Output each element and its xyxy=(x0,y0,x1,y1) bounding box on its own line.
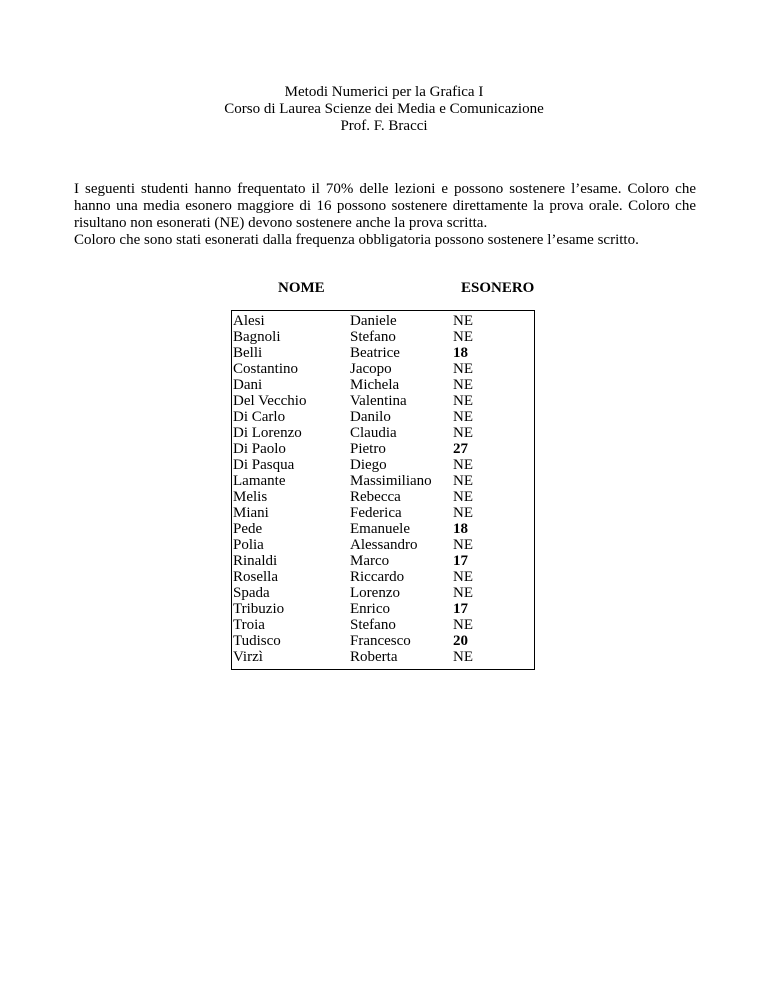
student-last-name: Spada xyxy=(233,585,270,601)
student-first-name: Francesco xyxy=(350,633,411,649)
student-esonero: NE xyxy=(453,569,473,585)
student-esonero: NE xyxy=(453,457,473,473)
student-last-name: Costantino xyxy=(233,361,299,377)
student-last-name: Di Paolo xyxy=(233,441,286,457)
student-last-name: Lamante xyxy=(233,473,286,489)
student-esonero: NE xyxy=(453,329,473,345)
intro-text xyxy=(74,181,696,249)
student-last-name: Tribuzio xyxy=(233,601,285,617)
student-first-name: Riccardo xyxy=(350,569,405,585)
student-esonero: 20 xyxy=(453,633,468,649)
student-first-name: Daniele xyxy=(350,313,397,329)
student-first-name: Diego xyxy=(350,457,387,473)
student-esonero: 17 xyxy=(453,553,468,569)
student-last-name: Bagnoli xyxy=(233,329,281,345)
student-last-name: Rinaldi xyxy=(233,553,278,569)
student-first-name: Claudia xyxy=(350,425,397,441)
student-last-name: Di Lorenzo xyxy=(233,425,302,441)
student-esonero: NE xyxy=(453,505,473,521)
student-first-name: Michela xyxy=(350,377,400,393)
student-esonero: NE xyxy=(453,585,473,601)
student-last-name: Polia xyxy=(233,537,264,553)
student-first-name: Danilo xyxy=(350,409,391,425)
student-esonero: 17 xyxy=(453,601,468,617)
student-esonero: 18 xyxy=(453,521,468,537)
student-last-name: Pede xyxy=(233,521,263,537)
student-first-name: Federica xyxy=(350,505,402,521)
student-first-name: Valentina xyxy=(350,393,407,409)
student-last-name: Belli xyxy=(233,345,263,361)
student-last-name: Di Pasqua xyxy=(233,457,295,473)
student-first-name: Massimiliano xyxy=(350,473,432,489)
student-esonero: 27 xyxy=(453,441,468,457)
student-first-name: Stefano xyxy=(350,329,396,345)
student-last-name: Rosella xyxy=(233,569,278,585)
student-last-name: Miani xyxy=(233,505,269,521)
student-first-name: Rebecca xyxy=(350,489,401,505)
student-first-name: Enrico xyxy=(350,601,390,617)
students-table xyxy=(231,310,535,670)
student-esonero: NE xyxy=(453,361,473,377)
student-last-name: Dani xyxy=(233,377,263,393)
student-esonero: NE xyxy=(453,489,473,505)
student-esonero: NE xyxy=(453,649,473,665)
student-first-name: Emanuele xyxy=(350,521,410,537)
document-header xyxy=(0,84,768,135)
student-last-name: Melis xyxy=(233,489,268,505)
professor-name: Prof. F. Bracci xyxy=(340,118,428,134)
student-first-name: Marco xyxy=(350,553,390,569)
student-last-name: Tudisco xyxy=(233,633,281,649)
student-first-name: Alessandro xyxy=(350,537,418,553)
student-last-name: Troia xyxy=(233,617,265,633)
student-last-name: Virzì xyxy=(233,649,263,665)
student-first-name: Roberta xyxy=(350,649,398,665)
student-esonero: NE xyxy=(453,409,473,425)
course-title: Metodi Numerici per la Grafica I xyxy=(284,84,484,100)
student-esonero: NE xyxy=(453,617,473,633)
student-first-name: Pietro xyxy=(350,441,386,457)
student-esonero: NE xyxy=(453,313,473,329)
student-last-name: Del Vecchio xyxy=(233,393,307,409)
student-esonero: NE xyxy=(453,537,473,553)
student-first-name: Jacopo xyxy=(350,361,392,377)
student-last-name: Di Carlo xyxy=(233,409,286,425)
column-header-nome: NOME xyxy=(278,280,325,296)
student-first-name: Lorenzo xyxy=(350,585,400,601)
student-esonero: 18 xyxy=(453,345,468,361)
student-first-name: Stefano xyxy=(350,617,396,633)
student-last-name: Alesi xyxy=(233,313,265,329)
student-esonero: NE xyxy=(453,393,473,409)
intro-paragraph-2: Coloro che sono stati esonerati dalla frequenza obbligatoria possono sostenere l’esame scritto. xyxy=(74,232,639,248)
degree-program: Corso di Laurea Scienze dei Media e Comunicazione xyxy=(224,101,544,117)
intro-paragraph-1: I seguenti studenti hanno frequentato il 70% delle lezioni e possono sostenere l’esame. Coloro che hanno una media esonero maggiore di 16 possono sostenere direttamente la prova orale. Coloro che risultano non esonerati (NE) devono sostenere anche la prova scritta. xyxy=(74,181,696,231)
student-esonero: NE xyxy=(453,425,473,441)
student-esonero: NE xyxy=(453,377,473,393)
column-header-esonero: ESONERO xyxy=(461,280,535,296)
student-first-name: Beatrice xyxy=(350,345,400,361)
student-esonero: NE xyxy=(453,473,473,489)
